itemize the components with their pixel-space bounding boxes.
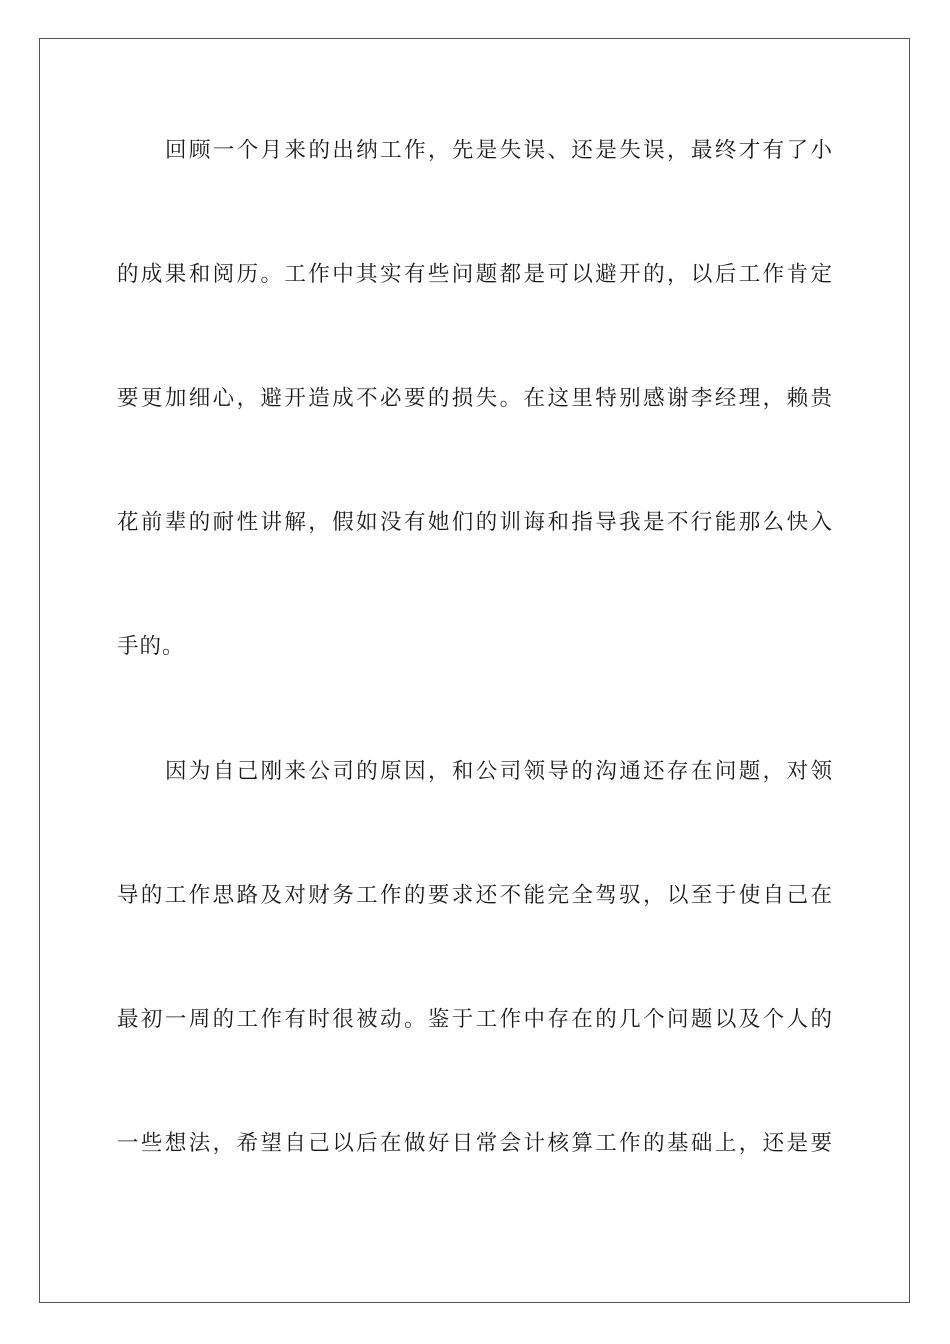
paragraph-line: 最初一周的工作有时很被动。鉴于工作中存在的几个问题以及个人的: [117, 1007, 833, 1032]
paragraph-line: 手的。: [117, 634, 185, 659]
paragraph-line: 要更加细心，避开造成不必要的损失。在这里特别感谢李经理，赖贵: [117, 386, 833, 411]
paragraph-line: 回顾一个月来的出纳工作，先是失误、还是失误，最终才有了小: [165, 138, 833, 163]
paragraph-line: 导的工作思路及对财务工作的要求还不能完全驾驭，以至于使自己在: [117, 883, 833, 908]
paragraph-line: 一些想法，希望自己以后在做好日常会计核算工作的基础上，还是要: [117, 1131, 833, 1156]
paragraph-line: 花前辈的耐性讲解，假如没有她们的训诲和指导我是不行能那么快入: [117, 510, 833, 535]
paragraph-line: 的成果和阅历。工作中其实有些问题都是可以避开的，以后工作肯定: [117, 262, 833, 287]
paragraph-line: 因为自己刚来公司的原因，和公司领导的沟通还存在问题，对领: [165, 759, 833, 784]
page-frame: [39, 38, 910, 1303]
